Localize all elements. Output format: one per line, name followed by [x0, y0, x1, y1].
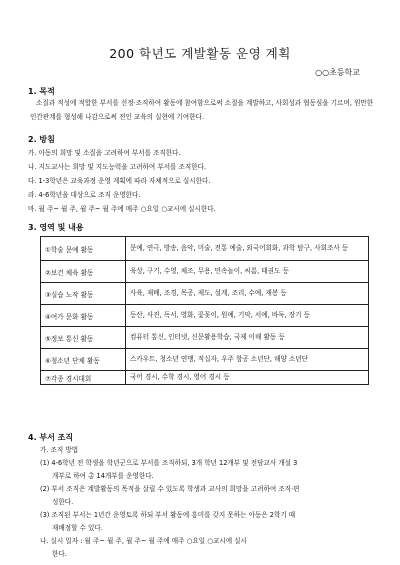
policy-item: 가. 아동의 희망 및 소질을 고려하여 부서를 조직한다. [28, 149, 181, 157]
section-heading-purpose: 1. 목적 [28, 87, 55, 96]
activity-name: ④여가 문화 활동 [41, 305, 126, 327]
table-row [41, 349, 369, 371]
organization-line: (3) 조직된 부서는 1년간 운영토록 하되 부서 활동에 흥미를 갖지 못하는 아동은 2학기 때 [40, 511, 296, 519]
activity-name: ①학술 문예 활동 [41, 237, 126, 261]
activity-name: ⑥청소년 단체 활동 [41, 349, 126, 371]
activity-content: 국어 경시, 수학 경시, 영어 경시 등 [126, 371, 369, 385]
organization-sub-b-cont: 한다. [52, 550, 67, 558]
activity-content: 컴퓨터 통신, 인터넷, 신문활용학습, 국제 이해 활동 등 [126, 327, 369, 349]
table-row [41, 327, 369, 349]
activity-name: ⑦각종 경시대회 [41, 371, 126, 385]
organization-line: (1) 4-6학년 전 학생을 학년군으로 부서를 조직하되, 3개 학년 12개부 및 전담교사 개설 3 [40, 459, 298, 467]
activity-content: 육상, 구기, 수영, 체조, 무용, 민속놀이, 씨름, 태권도 등 [126, 261, 369, 283]
section-heading-policy: 2. 방침 [28, 135, 55, 144]
activity-content: 등산, 사진, 독서, 영화, 꽃꽂이, 원예, 기악, 서예, 바둑, 장기 등 [126, 305, 369, 327]
table-row [41, 261, 369, 283]
organization-line: 개부로 하여 총 14개부를 운영한다. [52, 472, 154, 480]
purpose-text: 소질과 적성에 적합한 부서를 선정·조직하여 활동에 참여함으로써 소질을 계발하고, 사회성과 협동심을 기르며, 원만한 인간관계를 형성해 나감으로써 전인 교육의 실현에 기여한다. [30, 99, 374, 121]
activity-content: 문예, 연극, 방송, 음악, 미술, 전통 예술, 외국어회화, 과학 탐구, 사회조사 등 [126, 237, 369, 261]
policy-item: 라. 4-6학년을 대상으로 조직 운영한다. [28, 191, 141, 199]
school-name: ○○초등학교 [315, 68, 360, 77]
policy-item: 마. 월 주~ 월 주, 월 주~ 월 주에 매주 ○요일 ○교시에 실시한다. [28, 205, 216, 213]
organization-sub-b: 나. 실시 일자 : 월 주~ 월 주, 월 주~ 월 주에 매주 ○요일 ○교시에 실시 [40, 537, 247, 545]
organization-line: (2) 부서 조직은 계발활동의 목적을 살릴 수 있도록 학생과 교사의 희망을 고려하여 조직·편 [40, 485, 300, 493]
document-title: 200 학년도 계발활동 운영 계획 [109, 46, 291, 61]
table-row [41, 283, 369, 305]
table-row [41, 237, 369, 261]
activities-table [40, 236, 369, 385]
activity-content: 스카우트, 청소년 연맹, 적십자, 우주 항공 소년단, 해양 소년단 [126, 349, 369, 371]
activity-content: 사육, 재배, 조경, 목공, 제도, 설계, 조리, 수예, 재봉 등 [126, 283, 369, 305]
organization-line: 재배정할 수 있다. [52, 524, 103, 532]
section-heading-areas: 3. 영역 및 내용 [28, 223, 84, 232]
activity-name: ③실습 노작 활동 [41, 283, 126, 305]
organization-line: 성한다. [52, 498, 74, 506]
table-row [41, 371, 369, 385]
activity-name: ⑤정보 통신 활동 [41, 327, 126, 349]
policy-item: 나. 지도교사는 희망 및 지도능력을 고려하여 부서를 조직한다. [28, 163, 207, 171]
activity-name: ②보건 체육 활동 [41, 261, 126, 283]
table-row [41, 305, 369, 327]
section-heading-organization: 4. 부서 조직 [28, 433, 74, 442]
organization-sub-a: 가. 조직 방법 [40, 446, 79, 454]
policy-item: 다. 1-3학년은 교육과정 운영 계획에 따라 자체적으로 실시한다. [28, 177, 211, 185]
